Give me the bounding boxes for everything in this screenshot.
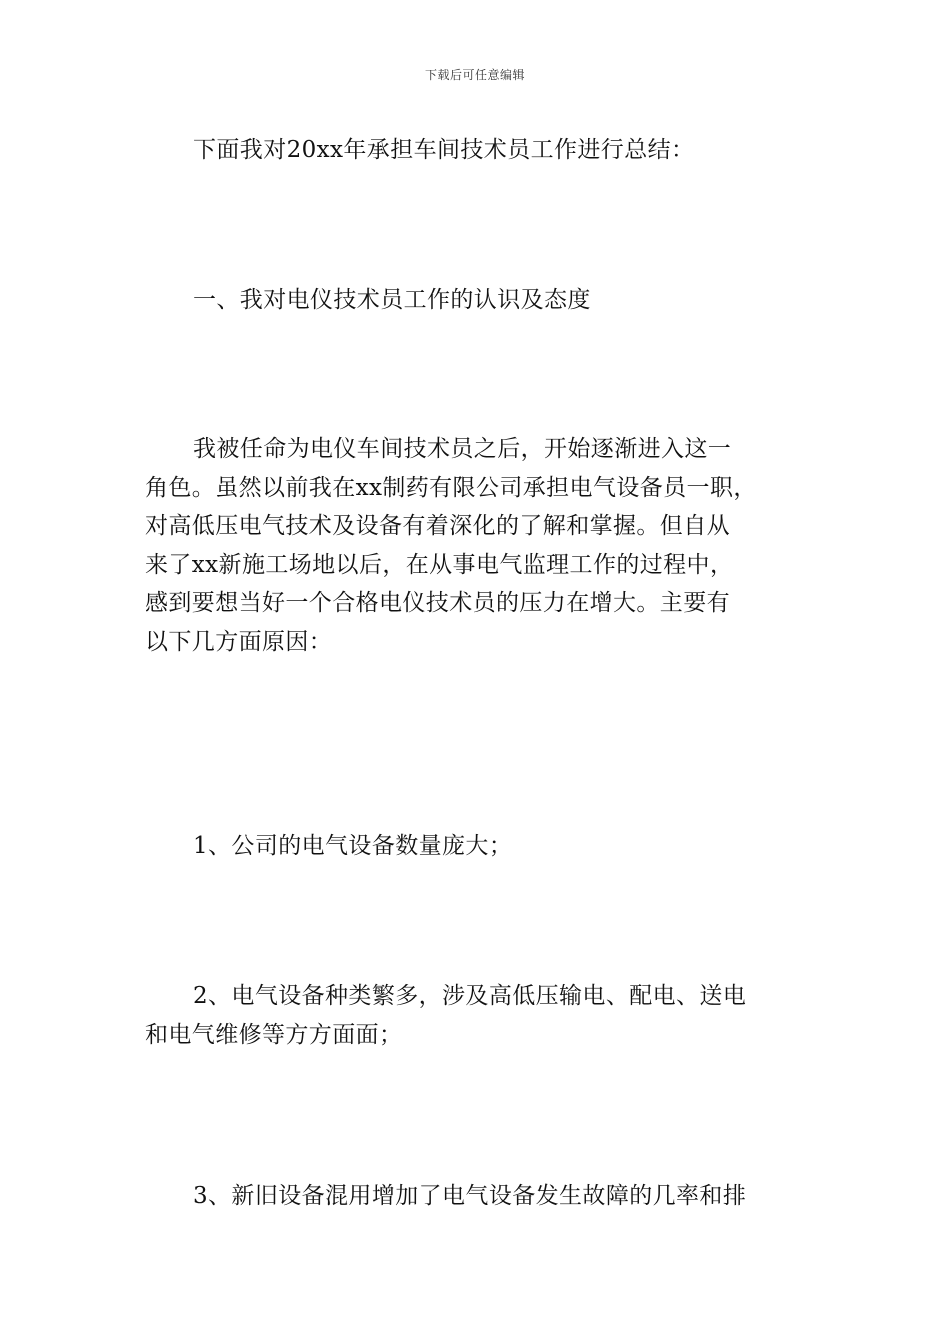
intro-paragraph (145, 131, 825, 170)
list-item-1 (145, 827, 825, 866)
paragraph-1-line-3: 对高低压电气技术及设备有着深化的了解和掌握。但自从 (145, 513, 730, 539)
paragraph-1-line-4: 来了xx新施工场地以后，在从事电气监理工作的过程中， (145, 551, 734, 578)
paragraph-1 (145, 430, 825, 661)
list-item-3-line-1: 3、新旧设备混用增加了电气设备发生故障的几率和排 (193, 1183, 747, 1209)
page-header-note: 下载后可任意编辑 (424, 68, 525, 82)
paragraph-1-line-6: 以下几方面原因： (145, 628, 333, 655)
paragraph-1-line-1: 我被任命为电仪车间技术员之后，开始逐渐进入这一 (193, 436, 732, 462)
paragraph-1-line-5: 感到要想当好一个合格电仪技术员的压力在增大。主要有 (145, 590, 730, 616)
section-heading-1-text: 一、我对电仪技术员工作的认识及态度 (193, 287, 591, 313)
list-item-3 (145, 1177, 825, 1216)
paragraph-1-line-2: 角色。虽然以前我在xx制药有限公司承担电气设备员一职， (145, 474, 757, 501)
intro-line: 下面我对20xx年承担车间技术员工作进行总结： (193, 137, 695, 163)
list-item-1-text: 1、公司的电气设备数量庞大； (193, 833, 513, 859)
list-item-2-line-1: 2、电气设备种类繁多，涉及高低压输电、配电、送电 (193, 983, 747, 1009)
list-item-2 (145, 977, 825, 1054)
list-item-2-line-2: 和电气维修等方方面面； (145, 1021, 403, 1048)
section-heading-1 (145, 281, 825, 320)
